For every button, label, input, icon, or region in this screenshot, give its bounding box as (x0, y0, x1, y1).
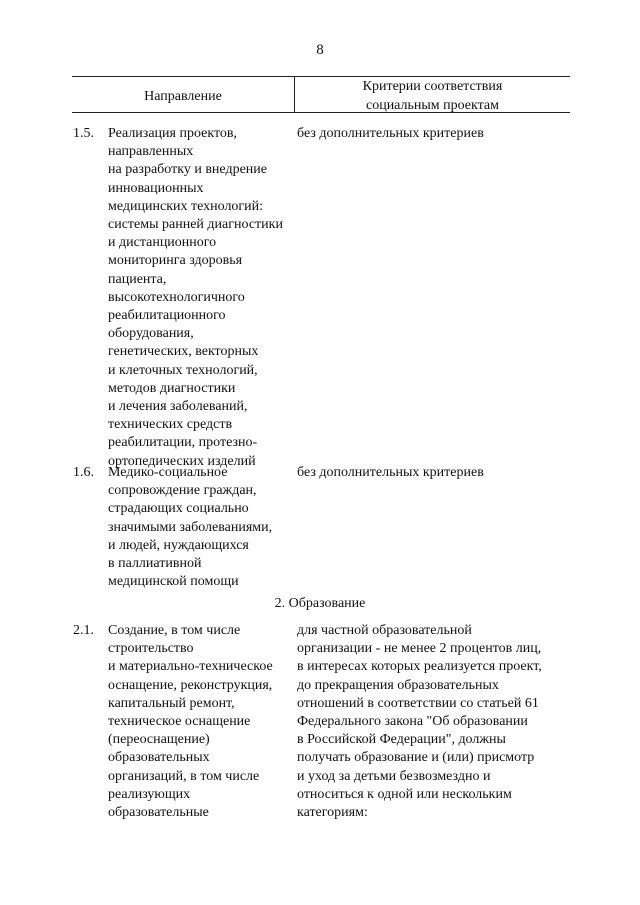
header-criteria (295, 77, 570, 115)
row-number: 1.5. (73, 126, 94, 141)
header-criteria-line2: социальным проектам (365, 98, 500, 113)
header-direction: Направление (144, 89, 222, 104)
page-number: 8 (316, 42, 324, 58)
row-direction: Реализация проектов, направленных на разработку и внедрение инновационных медицинских технологий: системы ранней диагностики и дистанционного мониторинга здоровья пациента, высокотехнологичного реабилитационного оборудования, генетических, векторных и клеточных технологий, методов диагностики и лечения заболеваний, технических средств реабилитации, протезно- ортопедических изделий (108, 126, 283, 469)
header-criteria-line1: Критерии соответствия (362, 79, 503, 94)
row-criteria: для частной образовательной организации - не менее 2 процентов лиц, в интересах которых реализуется проект, до прекращения образовательных отношений в соответствии со статьей 61 Федерального закона "Об образовании в Российской Федерации", должны получать образование и (или) присмотр и уход за детьми безвозмездно и относиться к одной или нескольким категориям: (297, 623, 542, 821)
section-heading: 2. Образование (274, 596, 366, 611)
row-number: 1.6. (73, 465, 94, 480)
row-number: 2.1. (73, 623, 94, 638)
row-criteria: без дополнительных критериев (297, 465, 484, 480)
row-direction: Медико-социальное сопровождение граждан, страдающих социально значимыми заболеваниями, и людей, нуждающихся в паллиативной медицинской помощи (108, 465, 273, 590)
row-criteria: без дополнительных критериев (297, 126, 484, 141)
row-direction: Создание, в том числе строительство и материально-техническое оснащение, реконструкция, капитальный ремонт, техническое оснащение (переоснащение) образовательных организаций, в том числе реализующих образовательные (108, 623, 273, 821)
